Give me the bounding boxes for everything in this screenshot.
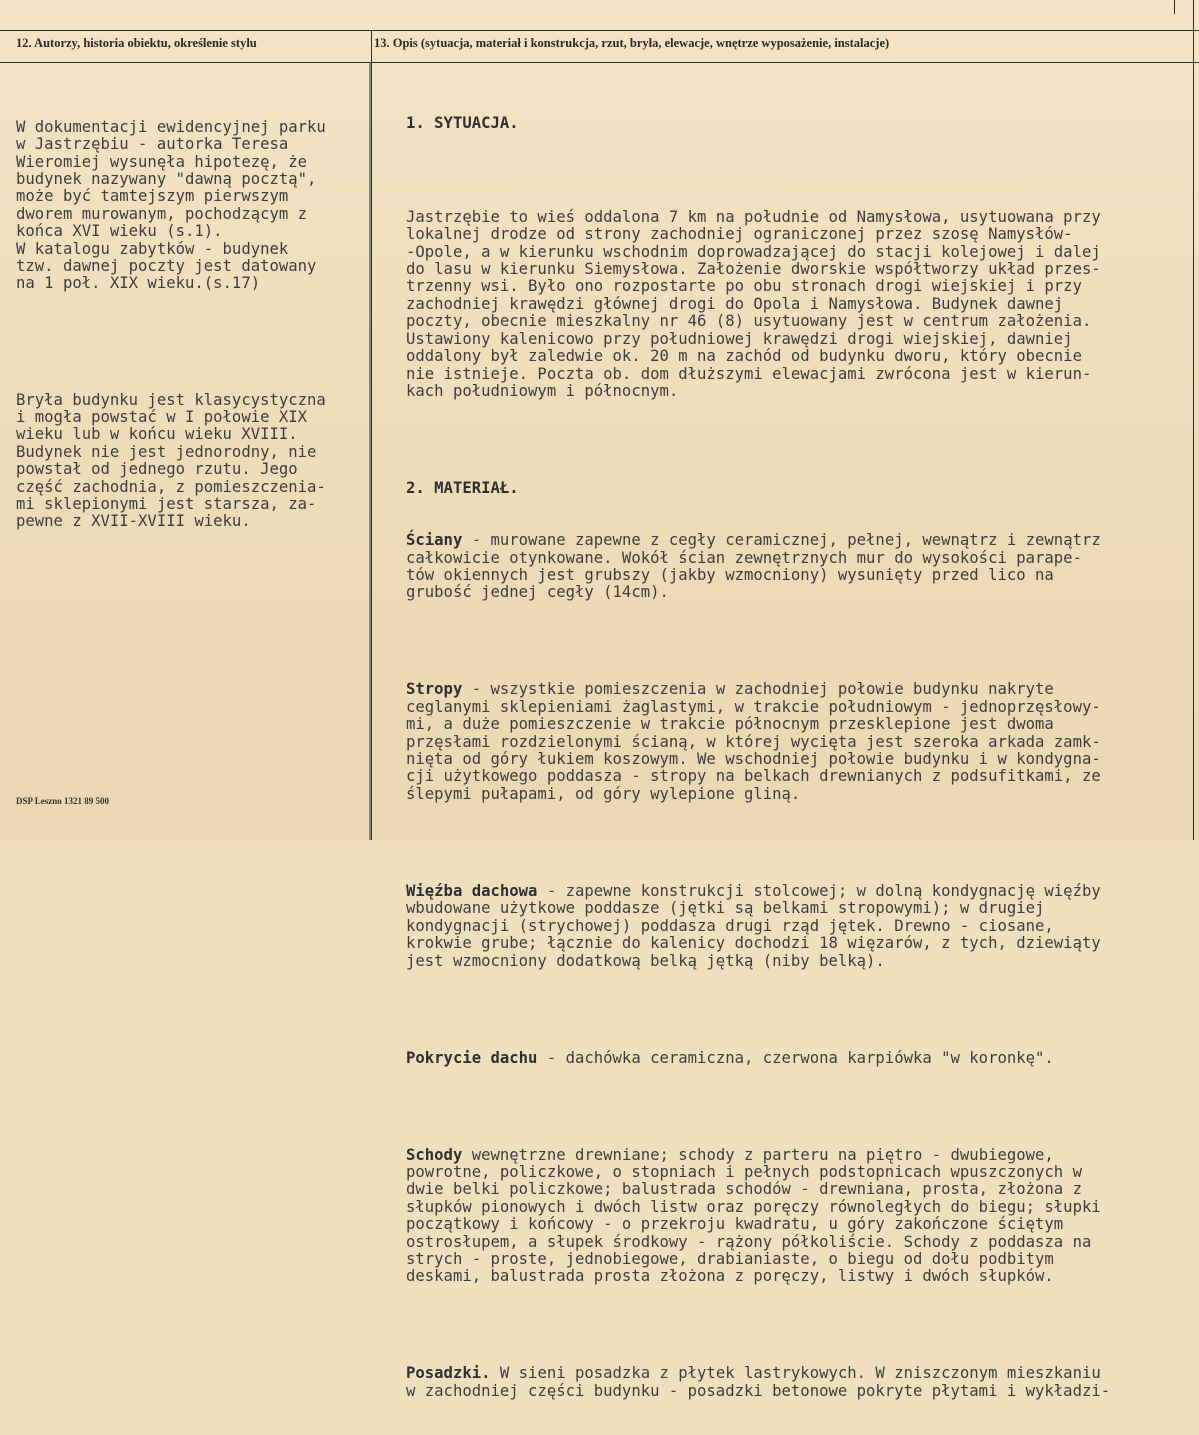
floors-paragraph <box>406 1365 1186 1400</box>
top-rule <box>0 30 1199 31</box>
ceilings-label: Stropy <box>406 680 463 699</box>
stairs-text: wewnętrzne drewniane; schody z parteru na piętro - dwubiegowe, powrotne, policzkowe, o stopniach i pełnych podstopnicach wpuszczonych w dwie belki policzkowe; balustrada schodów - drewniana, prosta, złożona z słupków pionowych i dwóch listw oraz poręczy równoległych do biegu; słupki początkowy i końcowy - o przekroju kwadratu, u góry zakończone ściętym ostrosłupem, a słupek środkowy - rążony półkoliście. Schody z poddasza na strych - proste, jednobiegowe, drabianiaste, o biegu od dołu podbitym deskami, balustrada prosta złożona z poręczy, listwy i dwóch słupków. <box>406 1145 1101 1286</box>
roofing-paragraph <box>406 1050 1186 1067</box>
top-tick-mark <box>1174 0 1175 14</box>
left-column <box>16 84 376 566</box>
right-edge-rule <box>1193 0 1194 840</box>
walls-paragraph <box>406 532 1186 602</box>
header-description: 13. Opis (sytuacja, materiał i konstrukcja, rzut, bryła, elewacje, wnętrze wyposażenie, instalacje) <box>374 36 890 50</box>
ceilings-paragraph <box>406 681 1186 803</box>
style-paragraph: Bryła budynku jest klasycystyczna i mogła powstać w I połowie XIX wieku lub w końcu wieku XVIII. Budynek nie jest jednorodny, nie powstał od jednego rzutu. Jego część zachodnia, z pomieszczenia- mi sklepionymi jest starsza, za- pewne z XVII-XVIII wieku. <box>16 390 326 531</box>
header-rule <box>0 62 1199 63</box>
section-material-heading: 2. MATERIAŁ. <box>406 478 519 497</box>
stairs-paragraph <box>406 1147 1186 1286</box>
roofing-text: - dachówka ceramiczna, czerwona karpiówka "w koronkę". <box>537 1048 1054 1067</box>
floors-label: Posadzki. <box>406 1364 491 1383</box>
ceilings-text: - wszystkie pomieszczenia w zachodniej połowie budynku nakryte ceglanymi sklepieniami żaglastymi, w trakcie południowym - jednoprzęsłowy- mi, a duże pomieszczenie w trakcie północnym przesklepione jest dwoma przęsłami rozdzielonymi ścianą, w której wycięta jest szeroka arkada zamk- nięta od góry łukiem koszowym. We wschodniej połowie budynku i w kondygna- cji użytkowego poddasza - stropy na belkach drewnianych z podsufitkami, ze ślepymi pułapami, od góry wylepione gliną. <box>406 680 1101 803</box>
floors-text: W sieni posadzka z płytek lastrykowych. W zniszczonym mieszkaniu w zachodniej części budynku - posadzki betonowe pokryte płytami i wykładzi- <box>406 1364 1111 1400</box>
stairs-label: Schody <box>406 1145 463 1164</box>
history-paragraph: W dokumentacji ewidencyjnej parku w Jastrzębiu - autorka Teresa Wieromiej wysunęła hipotezę, że budynek nazywany "dawną pocztą", może być tamtejszym pierwszym dworem murowanym, pochodzącym z końca XVI wieku (s.1). W katalogu zabytków - budynek tzw. dawnej poczty jest datowany na 1 poł. XIX wieku.(s.17) <box>16 117 326 293</box>
walls-text: - murowane zapewne z cegły ceramicznej, pełnej, wewnątrz i zewnątrz całkowicie otynkowane. Wokół ścian zewnętrznych mur do wysokości parape- tów okiennych jest grubszy (jakby wzmocniony) wysunięty przed lico na grubość jednej cegły (14cm). <box>406 531 1101 602</box>
walls-label: Ściany <box>406 531 463 550</box>
print-mark: DSP Leszno 1321 89 500 <box>16 796 110 806</box>
roof-truss-label: Więźba dachowa <box>406 881 538 900</box>
right-column <box>406 80 1186 1435</box>
header-authors-history: 12. Autorzy, historia obiektu, określenie stylu <box>16 36 257 50</box>
roofing-label: Pokrycie dachu <box>406 1048 538 1067</box>
section-situation-heading: 1. SYTUACJA. <box>406 113 519 132</box>
roof-truss-paragraph <box>406 883 1186 970</box>
roof-truss-text: - zapewne konstrukcji stolcowej; w dolną kondygnację więźby wbudowane użytkowe poddasze (jętki są belkami stropowymi); w drugiej kondygnacji (strychowej) poddasza drugi rząd jętek. Drewno - ciosane, krokwie grube; łącznie do kalenicy dochodzi 18 więzarów, z tych, dziewiąty jest wzmocniony dodatkową belką jętką (niby belką). <box>406 881 1101 970</box>
section-situation-body: Jastrzębie to wieś oddalona 7 km na południe od Namysłowa, usytuowana przy lokalnej drodze od strony zachodniej ograniczonej przez szosę Namysłów- -Opole, a w kierunku wschodnim doprowadzającej do stacji kolejowej i dalej do lasu w kierunku Siemysłowa. Założenie dworskie współtworzy układ przes- trzenny wsi. Było ono rozpostarte po obu stronach drogi wiejskiej i przy zachodniej krawędzi głównej drogi do Opola i Namysłowa. Budynek dawnej poczty, obecnie mieszkalny nr 46 (8) usytuowany jest w centrum założenia. Ustawiony kalenicowo przy południowej krawędzi drogi wiejskiej, dawniej oddalony był zaledwie ok. 20 m na zachód od budynku dworu, który obecnie nie istnieje. Poczta ob. dom dłuższymi elewacjami zwrócona jest w kierun- kach południowym i północnym. <box>406 207 1101 400</box>
